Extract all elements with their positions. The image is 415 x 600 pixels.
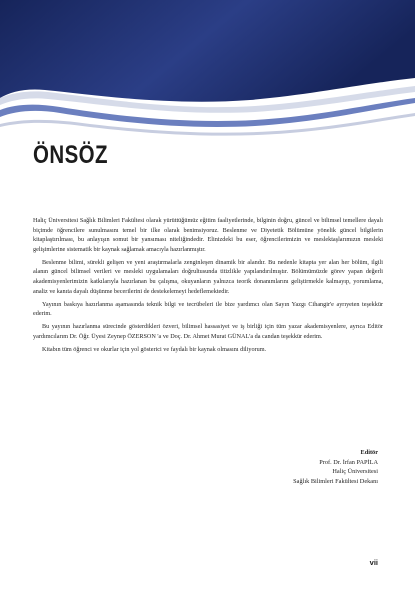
paragraph-4: Bu yayının hazırlanma sürecinde gösterdikleri özveri, bilimsel hassasiyet ve iş birliği için tüm yazar akademisyenlere, ayrıca Editör yardımcılarım Dr. Öğr. Üyesi Zeynep ÖZERSON 'a ve Doç. Dr. Ahmet Murat GÜNAL'a da candan teşekkür ederim. [33, 323, 383, 341]
paragraph-2: Beslenme bilimi, sürekli gelişen ve yeni araştırmalarla zenginleşen dinamik bir alandır. Bu nedenle kitapta yer alan her bölüm, ilgili alanın güncel bilimsel verileri ve mesleki uygulamaları doğrultusunda titizlikle yapılandırılmıştır. Bölümümüzde görev yapan değerli akademisyenlerimizin katkılarıyla hazırlanan bu çalışma, okuyanların yalnızca teorik donanımlarını geliştirmekle kalmayıp, yorumlama, analiz ve kanıta dayalı düşünme becerilerini de destekelemeyi hedeflemektedir. [33, 258, 383, 295]
signature-institution: Haliç Üniversitesi [332, 468, 378, 476]
decorative-wave-banner [0, 0, 415, 145]
paragraph-3: Yayının baskıya hazırlanma aşamasında teknik bilgi ve tecrübeleri ile bize yardımcı olan Sayın Yazgı Cihangir'e ayrıyeten teşekkür ederim. [33, 300, 383, 318]
paragraph-5: Kitabın tüm öğrenci ve okurlar için yol gösterici ve faydalı bir kaynak olmasını diliyorum. [42, 346, 267, 354]
page-number: vii [369, 558, 378, 567]
page-title: ÖNSÖZ [33, 141, 108, 169]
signature-name: Prof. Dr. İrfan PAPİLA [319, 458, 378, 466]
signature-block [293, 448, 378, 486]
banner-navy-wave [0, 0, 415, 102]
signature-title: Editör [360, 449, 378, 456]
paragraph-1: Haliç Üniversitesi Sağlık Bilimleri Fakültesi olarak yürüttüğümüz eğitim faaliyetlerinde, bilginin doğru, güncel ve bilimsel temellere dayalı biçimde öğrencilere sunulmasını temel bir ilke olarak benimsiyoruz. Beslenme ve Diyetetik Bölümüne yönelik güncel bilgilerin kitaplaştırılması, bu anlayışın somut bir yansıması niteliğindedir. Elinizdeki bu eser, öğrencilerimizin ve meslektaşlarımızın mesleki gelişimlerine sistematik bir kaynak sağlamak amacıyla hazırlanmıştır. [33, 217, 383, 253]
signature-role: Sağlık Bilimleri Fakültesi Dekanı [293, 477, 378, 485]
preface-body [33, 216, 383, 358]
